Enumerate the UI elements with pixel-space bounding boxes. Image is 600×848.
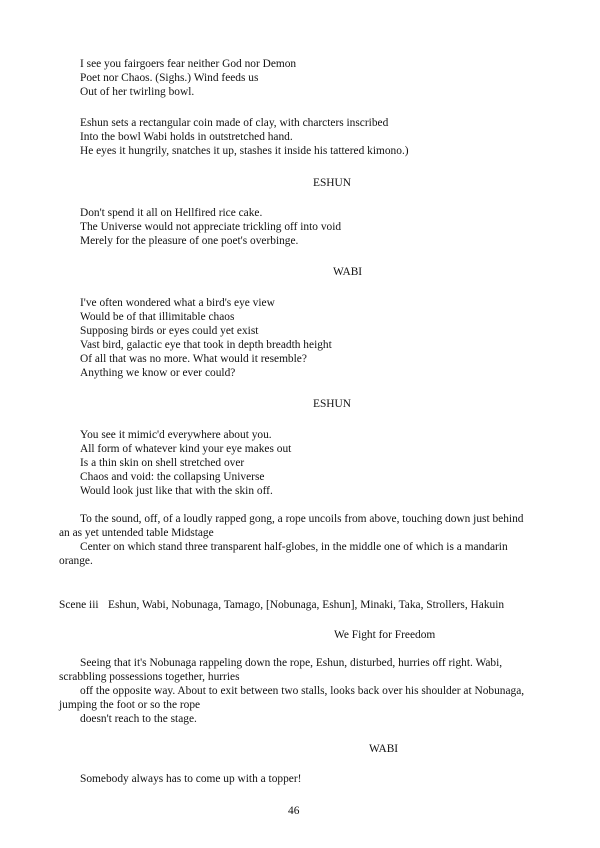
verse-line: Would be of that illimitable chaos	[80, 311, 235, 323]
verse-line: Is a thin skin on shell stretched over	[80, 457, 245, 469]
stage-direction-line: Into the bowl Wabi holds in outstretched hand.	[80, 131, 293, 143]
verse-line: Anything we know or ever could?	[80, 367, 236, 379]
speaker-name: WABI	[333, 266, 363, 278]
verse-line: All form of whatever kind your eye makes out	[80, 443, 292, 455]
stage-direction-line: orange.	[59, 555, 93, 567]
verse-line: Would look just like that with the skin off.	[80, 485, 273, 497]
verse-line: The Universe would not appreciate trickling off into void	[80, 221, 342, 233]
stage-direction-line: scrabbling possessions together, hurries	[59, 671, 240, 683]
verse-line: Chaos and void: the collapsing Universe	[80, 471, 265, 483]
verse-line: Out of her twirling bowl.	[80, 86, 195, 98]
stage-direction-line: Eshun sets a rectangular coin made of clay, with charcters inscribed	[80, 117, 389, 129]
verse-line: Don't spend it all on Hellfired rice cake.	[80, 207, 263, 219]
stage-direction-line: jumping the foot or so the rope	[59, 699, 201, 711]
verse-line: Merely for the pleasure of one poet's overbinge.	[80, 235, 299, 247]
stage-direction-line: He eyes it hungrily, snatches it up, stashes it inside his tattered kimono.)	[80, 145, 409, 157]
speaker-name: ESHUN	[313, 177, 351, 189]
verse-line: Of all that was no more. What would it resemble?	[80, 353, 307, 365]
speaker-name: WABI	[369, 743, 399, 755]
verse-line: Vast bird, galactic eye that took in depth breadth height	[80, 339, 332, 351]
verse-line: I see you fairgoers fear neither God nor Demon	[80, 58, 297, 70]
stage-direction-line: doesn't reach to the stage.	[80, 713, 197, 725]
verse-line: You see it mimic'd everywhere about you.	[80, 429, 272, 441]
stage-direction-line: To the sound, off, of a loudly rapped gong, a rope uncoils from above, touching down just behind	[80, 513, 524, 525]
scene-title: We Fight for Freedom	[334, 629, 436, 641]
stage-direction-line: off the opposite way. About to exit between two stalls, looks back over his shoulder at Nobunaga,	[80, 685, 525, 697]
page-number: 46	[288, 805, 300, 817]
speaker-name: ESHUN	[313, 398, 351, 410]
scene-label: Scene iii	[59, 599, 99, 611]
stage-direction-line: Seeing that it's Nobunaga rappeling down the rope, Eshun, disturbed, hurries off right. Wabi,	[80, 657, 503, 669]
scene-cast: Eshun, Wabi, Nobunaga, Tamago, [Nobunaga, Eshun], Minaki, Taka, Strollers, Hakuin	[108, 599, 505, 611]
verse-line: Supposing birds or eyes could yet exist	[80, 325, 259, 337]
verse-line: Poet nor Chaos. (Sighs.) Wind feeds us	[80, 72, 259, 84]
stage-direction-line: an as yet untended table Midstage	[59, 527, 214, 539]
verse-line: I've often wondered what a bird's eye view	[80, 297, 275, 309]
stage-direction-line: Center on which stand three transparent half-globes, in the middle one of which is a mandarin	[80, 541, 508, 553]
verse-line: Somebody always has to come up with a topper!	[80, 773, 302, 785]
